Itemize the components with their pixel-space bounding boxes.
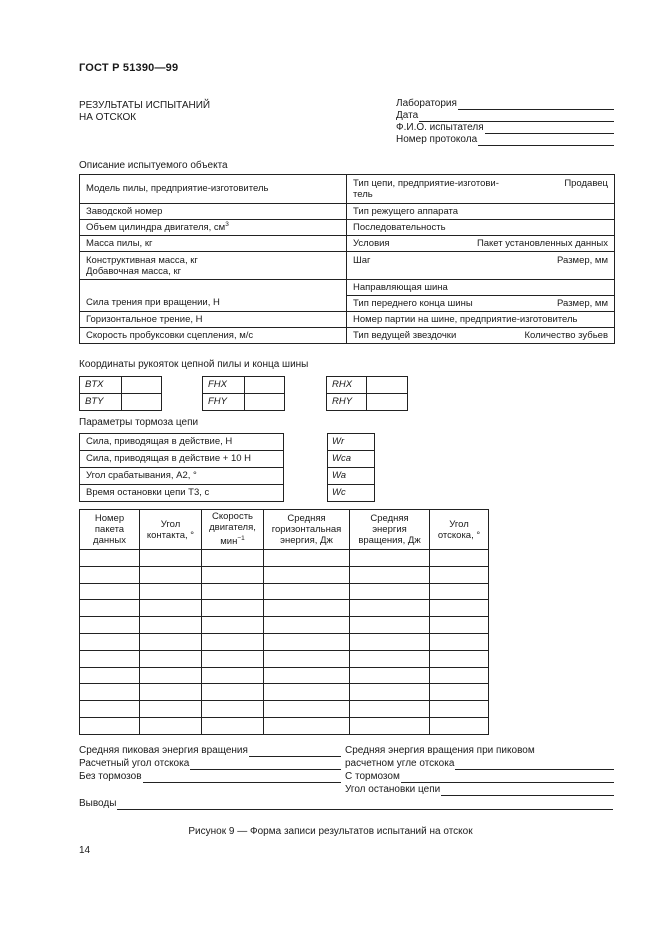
results-body: [80, 550, 489, 735]
col-header-contact-angle: Угол контакта, °: [140, 510, 202, 550]
object-cell: Тип режущего аппарата: [347, 204, 615, 220]
object-cell: Направляющая шина: [347, 280, 615, 296]
table-cell: [140, 633, 202, 650]
object-cell: Последовательность: [347, 220, 615, 236]
object-cell: Горизонтальное трение, Н: [80, 312, 347, 328]
table-cell: [430, 684, 489, 701]
table-cell: [140, 701, 202, 718]
coord-label: FHY: [203, 394, 245, 411]
brake-table: [79, 433, 284, 502]
table-cell: [140, 583, 202, 600]
table-row: [80, 617, 489, 634]
table-cell: [80, 550, 140, 567]
table-cell: [350, 566, 430, 583]
table-cell: [430, 633, 489, 650]
table-cell: [80, 650, 140, 667]
col-header-rotation-energy: Средняя энергия вращения, Дж: [350, 510, 430, 550]
coords-table-fh: [202, 376, 285, 411]
object-cell: Шаг Размер, мм: [347, 252, 615, 280]
table-cell: [140, 650, 202, 667]
table-cell: [80, 684, 140, 701]
results-table: [79, 509, 489, 735]
calculated-kickback-field: расчетном угле отскока: [345, 757, 614, 770]
fill-line: [419, 113, 614, 122]
fill-line: [117, 800, 613, 810]
table-cell: [80, 566, 140, 583]
col-header-engine-speed: Скорость двигателя, мин$^{-1}$: [202, 510, 264, 550]
brake-param: Сила, приводящая в действие, Н: [80, 434, 284, 451]
coord-label: BTX: [80, 377, 122, 394]
table-cell: [140, 566, 202, 583]
table-cell: [80, 617, 140, 634]
table-cell: [264, 583, 350, 600]
avg-rotation-energy-label: Средняя энергия вращения при пиковом: [345, 745, 535, 756]
object-cell: Конструктивная масса, кг Добавочная масса, кг: [80, 252, 347, 280]
table-row: [80, 600, 489, 617]
table-cell: [202, 667, 264, 684]
table-row: [80, 633, 489, 650]
chain-stop-angle-field: Угол остановки цепи: [345, 783, 614, 796]
table-cell: [350, 600, 430, 617]
lab-field-tester: Ф.И.О. испытателя: [396, 122, 614, 134]
table-row: [80, 583, 489, 600]
table-cell: [140, 600, 202, 617]
results-title-line: РЕЗУЛЬТАТЫ ИСПЫТАНИЙ: [79, 100, 211, 111]
table-cell: [350, 650, 430, 667]
fill-line: [478, 137, 614, 146]
calculated-angle-field: Расчетный угол отскока: [79, 757, 341, 770]
table-cell: [80, 583, 140, 600]
page-number: 14: [79, 845, 91, 856]
table-cell: [430, 550, 489, 567]
fill-line: [190, 760, 341, 770]
coords-table-rh: [326, 376, 408, 411]
object-cell: Тип цепи, предприятие-изготови- тель Продавец: [347, 175, 615, 204]
table-cell: [350, 633, 430, 650]
table-cell: [430, 566, 489, 583]
object-cell: Тип ведущей звездочки Количество зубьев: [347, 328, 615, 344]
coord-label: FHX: [203, 377, 245, 394]
bottom-right-fields: [345, 744, 614, 796]
brake-symbol: Wca: [328, 451, 375, 468]
table-row: [80, 566, 489, 583]
lab-field-date: Дата: [396, 110, 614, 122]
table-cell: [80, 600, 140, 617]
coord-value: [122, 377, 162, 394]
object-table: [79, 174, 615, 344]
coord-value: [245, 377, 285, 394]
table-cell: [264, 717, 350, 734]
fill-line: [458, 101, 614, 110]
table-cell: [430, 667, 489, 684]
with-brake-field: С тормозом: [345, 770, 614, 783]
table-cell: [140, 550, 202, 567]
coord-value: [367, 394, 408, 411]
table-cell: [202, 617, 264, 634]
brake-param: Время остановки цепи Т3, с: [80, 485, 284, 502]
table-row: [80, 650, 489, 667]
brake-param: Угол срабатывания, А2, °: [80, 468, 284, 485]
coord-label: RHX: [327, 377, 367, 394]
table-cell: [202, 633, 264, 650]
table-cell: [140, 667, 202, 684]
standard-number: ГОСТ Р 51390—99: [79, 62, 179, 74]
table-cell: [264, 617, 350, 634]
object-cell: Заводской номер: [80, 204, 347, 220]
coords-caption: Координаты рукояток цепной пилы и конца шины: [79, 359, 309, 370]
bottom-left-fields: [79, 744, 341, 783]
table-cell: [80, 667, 140, 684]
coord-label: RHY: [327, 394, 367, 411]
results-title: [79, 100, 210, 124]
coord-value: [245, 394, 285, 411]
lab-field-protocol: Номер протокола: [396, 134, 614, 146]
table-cell: [80, 701, 140, 718]
table-cell: [350, 667, 430, 684]
brake-caption: Параметры тормоза цепи: [79, 417, 199, 428]
coord-label: BTY: [80, 394, 122, 411]
table-cell: [430, 650, 489, 667]
table-cell: [350, 684, 430, 701]
table-cell: [264, 550, 350, 567]
table-cell: [430, 701, 489, 718]
coord-value: [367, 377, 408, 394]
object-cell: Масса пилы, кг: [80, 236, 347, 252]
object-cell: Условия Пакет установленных данных: [347, 236, 615, 252]
figure-caption: Рисунок 9 — Форма записи результатов испытаний на отскок: [188, 826, 473, 837]
brake-symbol: Wc: [328, 485, 375, 502]
table-cell: [140, 717, 202, 734]
fill-line: [249, 747, 341, 757]
object-caption: Описание испытуемого объекта: [79, 160, 228, 171]
table-cell: [264, 650, 350, 667]
col-header-horizontal-energy: Средняя горизонтальная энергия, Дж: [264, 510, 350, 550]
coords-table-bt: [79, 376, 162, 411]
table-cell: [430, 583, 489, 600]
table-cell: [264, 667, 350, 684]
brake-symbol-table: [327, 433, 375, 502]
peak-energy-field: Средняя пиковая энергия вращения: [79, 744, 341, 757]
table-cell: [430, 600, 489, 617]
table-row: [80, 717, 489, 734]
table-cell: [350, 583, 430, 600]
table-cell: [350, 550, 430, 567]
col-header-data-package: Номер пакета данных: [80, 510, 140, 550]
object-cell: Тип переднего конца шины Размер, мм: [347, 296, 615, 312]
table-cell: [80, 717, 140, 734]
fill-line: [455, 760, 614, 770]
table-cell: [202, 717, 264, 734]
object-cell: Номер партии на шине, предприятие-изготовитель: [347, 312, 615, 328]
fill-line: [401, 773, 614, 783]
object-cell: Сила трения при вращении, Н: [80, 280, 347, 312]
table-cell: [350, 617, 430, 634]
without-brakes-field: Без тормозов: [79, 770, 341, 783]
table-row: [80, 684, 489, 701]
table-cell: [264, 600, 350, 617]
lab-fields: [396, 98, 614, 146]
results-title-line: НА ОТСКОК: [79, 112, 137, 123]
table-cell: [202, 701, 264, 718]
object-cell: Объем цилиндра двигателя, $см^3$: [80, 220, 347, 236]
table-cell: [80, 633, 140, 650]
table-cell: [140, 617, 202, 634]
lab-field-laboratory: Лаборатория: [396, 98, 614, 110]
object-cell: Модель пилы, предприятие-изготовитель: [80, 175, 347, 204]
table-cell: [264, 684, 350, 701]
table-cell: [430, 617, 489, 634]
coord-value: [122, 394, 162, 411]
table-cell: [264, 633, 350, 650]
table-row: [80, 667, 489, 684]
fill-line: [441, 786, 614, 796]
table-cell: [264, 566, 350, 583]
object-cell: Скорость пробуксовки сцепления, м/с: [80, 328, 347, 344]
table-cell: [430, 717, 489, 734]
table-row: [80, 701, 489, 718]
table-cell: [350, 717, 430, 734]
brake-param: Сила, приводящая в действие + 10 Н: [80, 451, 284, 468]
table-cell: [140, 684, 202, 701]
table-row: [80, 550, 489, 567]
brake-symbol: Wa: [328, 468, 375, 485]
col-header-kickback-angle: Угол отскока, °: [430, 510, 489, 550]
table-cell: [202, 684, 264, 701]
table-cell: [202, 566, 264, 583]
table-cell: [202, 583, 264, 600]
brake-symbol: Wr: [328, 434, 375, 451]
table-cell: [202, 650, 264, 667]
fill-line: [485, 125, 614, 134]
table-cell: [264, 701, 350, 718]
table-cell: [350, 701, 430, 718]
table-cell: [202, 600, 264, 617]
fill-line: [143, 773, 341, 783]
conclusions-field: Выводы: [79, 797, 613, 810]
table-cell: [202, 550, 264, 567]
